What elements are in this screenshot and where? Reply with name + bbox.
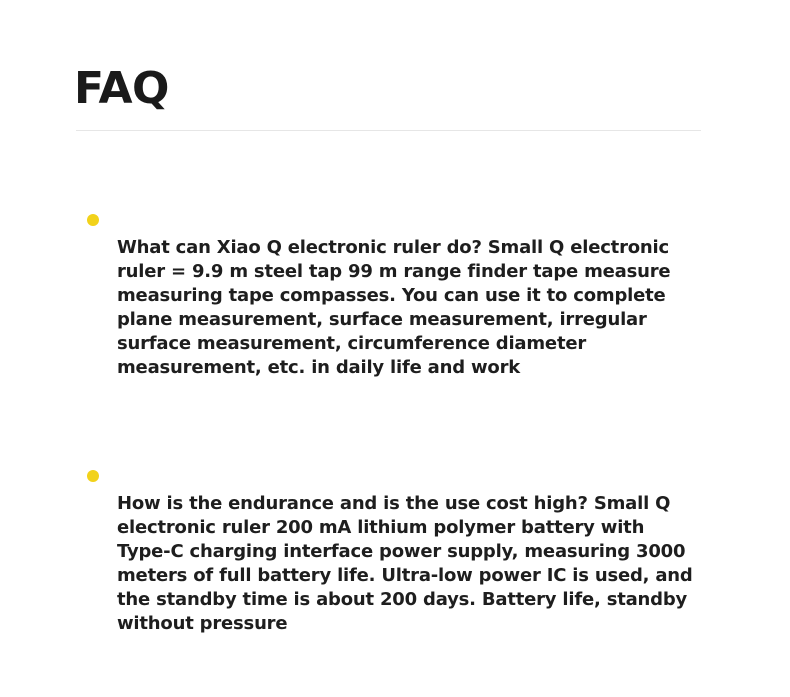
bullet-dot-icon: [87, 214, 99, 226]
faq-item-text: How is the endurance and is the use cost high? Small Q electronic ruler 200 mA lithium polymer battery with Type-C charging interface power supply, measuring 3000 meters of full battery life. Ultra-low power IC is used, and the standby time is about 200 days. Battery life, standby without pressure: [117, 493, 693, 634]
page-title: FAQ: [74, 63, 169, 114]
faq-item-text: What can Xiao Q electronic ruler do? Small Q electronic ruler = 9.9 m steel tap 99 m range finder tape measure measuring tape compasses. You can use it to complete plane measurement, surface measurement, irregular surface measurement, circumference diameter measurement, etc. in daily life and work: [117, 237, 671, 378]
bullet-dot-icon: [87, 470, 99, 482]
title-divider: [76, 130, 701, 131]
